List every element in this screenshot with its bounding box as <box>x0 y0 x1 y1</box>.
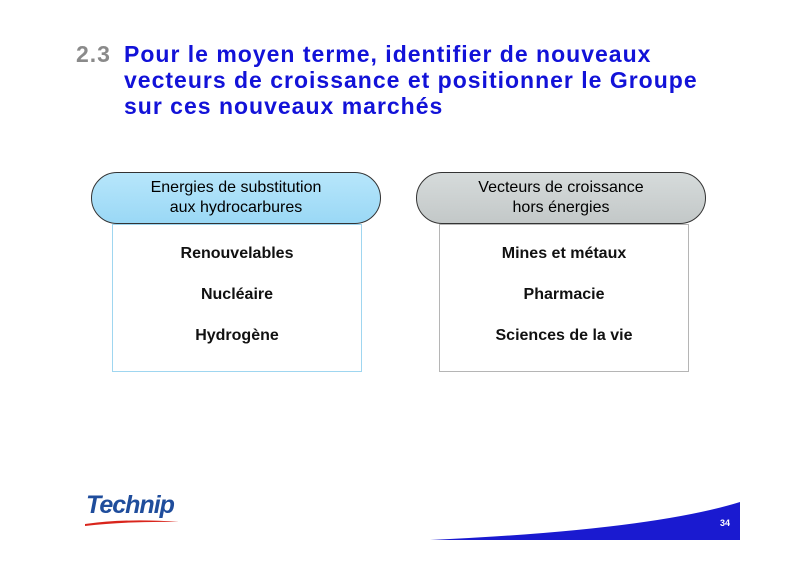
footer-band <box>430 500 742 542</box>
list-item: Pharmacie <box>523 286 605 303</box>
slide-title <box>124 41 764 119</box>
list-item: Nucléaire <box>200 286 274 303</box>
list-item: Renouvelables <box>180 245 294 262</box>
section-number: 2.3 <box>76 41 111 67</box>
list-item: Hydrogène <box>195 327 279 344</box>
panel-header-line: Energies de substitution <box>150 179 322 196</box>
page-number: 34 <box>720 518 731 528</box>
logo-swoosh-icon <box>83 518 183 528</box>
slide-title-line-3: sur ces nouveaux marchés <box>124 93 444 119</box>
panel-energy-substitution <box>112 224 362 372</box>
panel-growth-header <box>416 172 706 224</box>
slide-title-line-1: Pour le moyen terme, identifier de nouveaux <box>124 41 652 67</box>
list-item: Sciences de la vie <box>495 327 633 344</box>
panel-header-line: Vecteurs de croissance <box>478 179 644 196</box>
technip-logo: Technip <box>86 491 174 519</box>
slide-title-line-2: vecteurs de croissance et positionner le Groupe <box>124 67 698 93</box>
panel-header-line: hors énergies <box>512 199 610 216</box>
panel-energy-header <box>91 172 381 224</box>
panel-energy-items <box>113 243 361 366</box>
list-item: Mines et métaux <box>501 245 627 262</box>
panel-header-line: aux hydrocarbures <box>169 199 303 216</box>
panel-growth-vectors <box>439 224 689 372</box>
panel-growth-items <box>440 243 688 366</box>
